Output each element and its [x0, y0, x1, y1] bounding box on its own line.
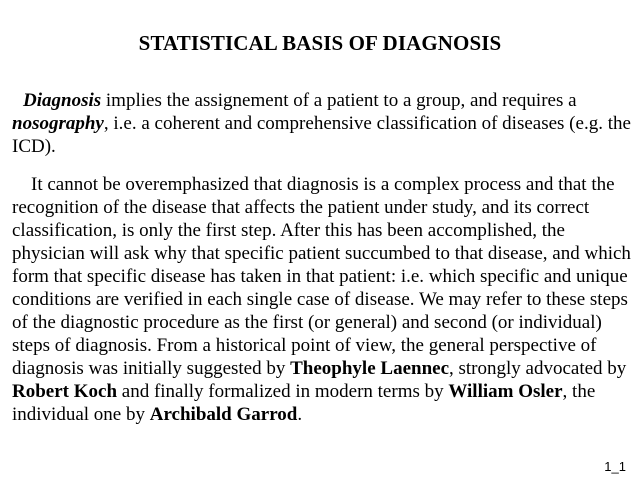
page-number: 1_1	[604, 459, 626, 474]
paragraph-text: .	[297, 404, 303, 425]
paragraph-text: , strongly advocated by	[449, 358, 627, 379]
paragraph-text: It cannot be overemphasized that diagnosis is a complex process and that the recognition of the disease that affects the patient under study, and its correct classification, is only the first step. After this has been accomplished, the physician will ask why that specific patient succumbed to that disease, and which form that specific disease has taken in that patient: i.e. which specific and unique conditions are verified in each single case of disease. We may refer to these steps of the diagnostic procedure as the first (or general) and second (or individual) steps of diagnosis. From a historical point of view, the general perspective of diagnosis was initially suggested by	[12, 174, 631, 379]
page-title: STATISTICAL BASIS OF DIAGNOSIS	[138, 31, 502, 55]
name-koch: Robert Koch	[12, 381, 118, 402]
name-laennec: Theophyle Laennec	[290, 358, 449, 379]
paragraph-text: , the individual one by	[12, 381, 596, 425]
paragraph-text: implies the assignement of a patient to a group, and requires a	[101, 90, 577, 111]
name-osler: William Osler	[448, 381, 563, 402]
paragraph-definition	[12, 89, 632, 158]
paragraph-text: , i.e. a coherent and comprehensive classification of diseases (e.g. the ICD).	[12, 113, 631, 157]
paragraph-process	[12, 173, 632, 426]
name-garrod: Archibald Garrod	[149, 404, 298, 425]
paragraph-text: and finally formalized in modern terms by	[117, 381, 449, 402]
term-diagnosis: Diagnosis	[23, 90, 102, 111]
term-nosography: nosography	[12, 113, 104, 134]
